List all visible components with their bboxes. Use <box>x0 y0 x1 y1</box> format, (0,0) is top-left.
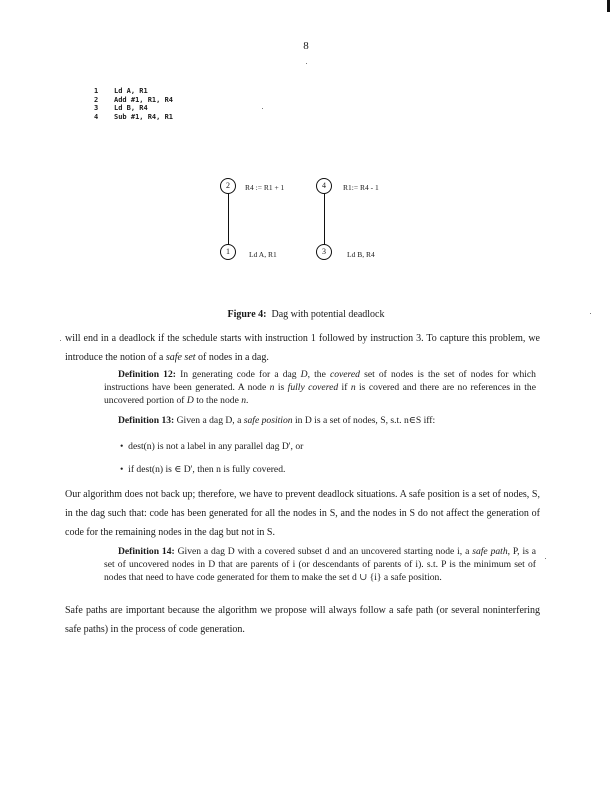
dag-edge-4-3 <box>324 193 325 245</box>
dag-node-2: 2 <box>220 178 236 194</box>
scan-speck <box>262 108 263 109</box>
definition-12-label: Definition 12: <box>118 369 176 380</box>
scan-speck <box>545 558 546 559</box>
figure-caption <box>0 309 612 320</box>
dag-node-4-label: R1:= R4 - 1 <box>343 183 379 192</box>
definition-12: Definition 12: In generating code for a dag D, the covered set of nodes is the set of nodes for which instructions have been generated. A node n is fully covered if n is covered and there are no references in the uncovered portion of D to the node n. <box>104 369 536 406</box>
dag-node-1-label: Ld A, R1 <box>249 250 277 259</box>
definition-13: Definition 13: Given a dag D, a safe position in D is a set of nodes, S, s.t. n∈S iff: <box>118 415 436 426</box>
page-number: 8 <box>303 40 309 52</box>
dag-node-4: 4 <box>316 178 332 194</box>
dag-edge-2-1 <box>228 193 229 245</box>
dag-node-2-label: R4 := R1 + 1 <box>245 183 285 192</box>
dag-node-3: 3 <box>316 244 332 260</box>
figure-label: Figure 4: <box>227 309 267 320</box>
paragraph-safe-paths: Safe paths are important because the algorithm we propose will always follow a safe path (or several noninterfering safe paths) in the process of code generation. <box>65 605 540 635</box>
definition-13-bullet: • dest(n) is not a label in any parallel dag D', or <box>120 441 304 452</box>
dag-node-3-label: Ld B, R4 <box>347 250 375 259</box>
code-listing <box>94 87 173 121</box>
paragraph-safe-position: Our algorithm does not back up; therefore, we have to prevent deadlock situations. A safe position is a set of nodes, S, in the dag such that: code has been generated for all the nodes in S, and the nodes in S do not affect the generation of code for the remaining nodes in the dag but not in S. <box>65 489 540 538</box>
definition-14-label: Definition 14: <box>118 546 175 557</box>
scan-speck <box>306 63 307 64</box>
definition-13-label: Definition 13: <box>118 415 175 426</box>
code-line: 1 Ld A, R1 <box>94 87 148 95</box>
code-line: 2 Add #1, R1, R4 <box>94 95 174 104</box>
scan-speck <box>590 313 591 314</box>
scan-edge-mark <box>607 0 610 12</box>
definition-13-bullet: • if dest(n) is ∈ D', then n is fully covered. <box>120 464 286 475</box>
code-line: 4 Sub #1, R4, R1 <box>94 112 174 121</box>
dag-node-1: 1 <box>220 244 236 260</box>
scan-speck <box>60 340 61 341</box>
code-line: 3 Ld B, R4 <box>94 104 148 112</box>
figure-caption-text: Dag with potential deadlock <box>271 309 385 320</box>
definition-14: Definition 14: Given a dag D with a covered subset d and an uncovered starting node i, a safe path, P, is a set of uncovered nodes in D that are parents of i (or descendants of parents of i). s.t. P is the minimum set of nodes that need to have code generated for them to make the set d ∪ {i} a safe position. <box>104 546 536 583</box>
paragraph-safe-set: will end in a deadlock if the schedule starts with instruction 1 followed by instruction 3. To capture this problem, we introduce the notion of a safe set of nodes in a dag. <box>65 333 540 363</box>
